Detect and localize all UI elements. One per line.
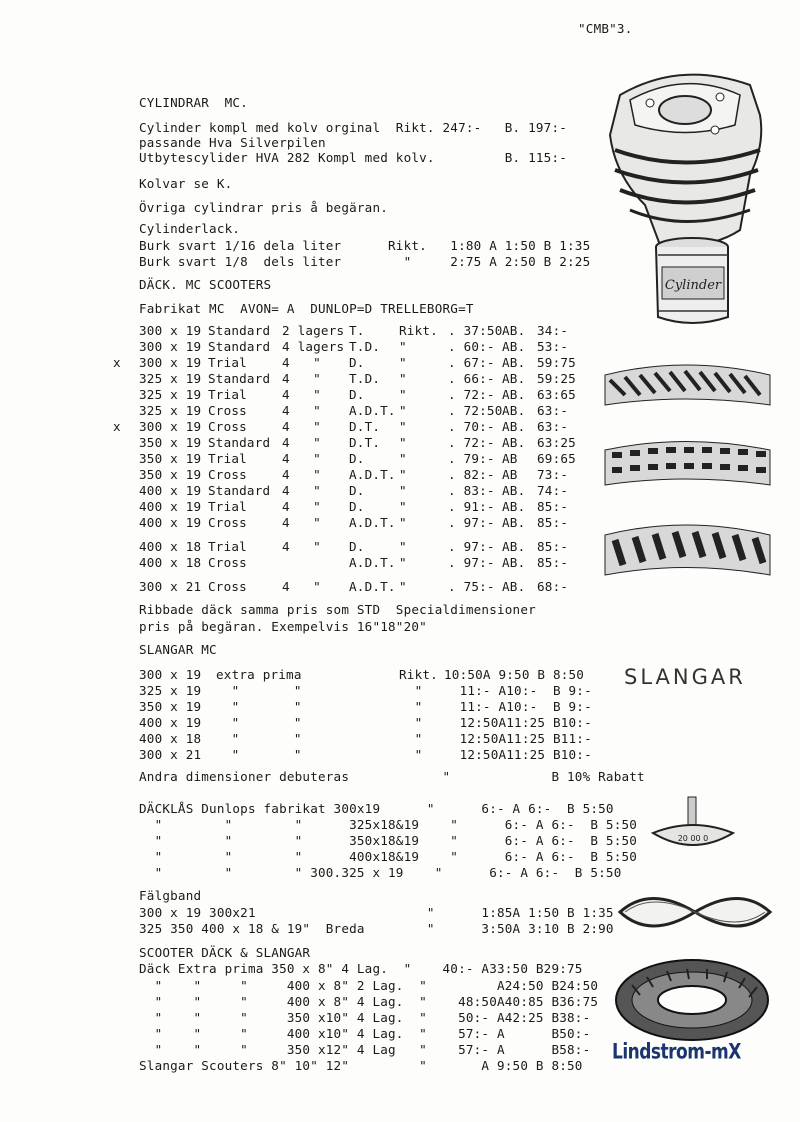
tyre-size-cell: 325 x 19	[139, 387, 202, 402]
tyre-ab-cell: AB.	[502, 403, 526, 418]
paint-can-illustration	[650, 235, 735, 330]
tyre-net-cell: 59:25	[537, 371, 576, 386]
scooter-row: " " " 400 x 8" 4 Lag. " 48:50A40:85 B36:75	[139, 994, 599, 1009]
tyre-brand-cell: D.	[349, 355, 365, 370]
tyre-brand-cell: D.T.	[349, 419, 381, 434]
tyre-price-cell: . 37:50	[448, 323, 503, 338]
tyre-ab-cell: AB.	[502, 339, 526, 354]
tyre-rikt-cell: "	[399, 515, 407, 530]
tyre-size-cell: 300 x 21	[139, 579, 202, 594]
tyre-price-cell: . 72:-	[448, 387, 495, 402]
tyre-price-cell: . 70:-	[448, 419, 495, 434]
tyre-lag-cell: 4 "	[282, 499, 321, 514]
tube-desc-cell: extra prima	[216, 667, 302, 682]
tyre-rikt-cell: "	[399, 555, 407, 570]
tyre-rikt-cell: "	[399, 419, 407, 434]
ovriga-note: Övriga cylindrar pris å begäran.	[139, 200, 389, 215]
rimtape-row: 325 350 400 x 18 & 19" Breda " 3:50A 3:10 B 2:90	[139, 921, 614, 936]
tube-price-cell: 11:- A10:- B 9:-	[444, 699, 592, 714]
tyre-brand-cell: T.	[349, 323, 365, 338]
tyre-lag-cell: 4 "	[282, 579, 321, 594]
tube-price-cell: 11:- A10:- B 9:-	[444, 683, 592, 698]
tyre-type-cell: Cross	[208, 555, 247, 570]
tyre-rikt-cell: "	[399, 539, 407, 554]
tyre-rikt-cell: "	[399, 403, 407, 418]
scooter-row: Slangar Scouters 8" 10" 12" " A 9:50 B 8:50	[139, 1058, 583, 1073]
tyre-price-cell: . 72:50	[448, 403, 503, 418]
tube-rikt-cell: Rikt.	[399, 667, 438, 682]
tube-size-cell: 300 x 19	[139, 667, 202, 682]
tyre-brand-cell: A.D.T.	[349, 555, 396, 570]
tyre-brand-cell: D.	[349, 499, 365, 514]
scooter-row: Däck Extra prima 350 x 8" 4 Lag. " 40:- A33:50 B29:75	[139, 961, 583, 976]
tube-desc-cell: " "	[216, 747, 302, 762]
tyre-brand-cell: D.	[349, 387, 365, 402]
tube-price-cell: 10:50A 9:50 B 8:50	[444, 667, 585, 682]
tyre-size-cell: 350 x 19	[139, 435, 202, 450]
tyre-type-cell: Cross	[208, 467, 247, 482]
tube-rikt-cell: "	[399, 699, 423, 714]
tyre-ab-cell: AB.	[502, 419, 526, 434]
lock-row: " " " 400x18&19 " 6:- A 6:- B 5:50	[139, 849, 638, 864]
tyre-price-cell: . 75:-	[448, 579, 495, 594]
tyre-rikt-cell: "	[399, 499, 407, 514]
tyre-ab-cell: AB.	[502, 323, 526, 338]
tyre-type-cell: Standard	[208, 323, 271, 338]
lack-line-2: Burk svart 1/8 dels liter " 2:75 A 2:50 B 2:25	[139, 254, 591, 269]
tyre-lag-cell: 4 "	[282, 515, 321, 530]
lack-title: Cylinderlack.	[139, 221, 241, 236]
cylinder-line-2: passande Hva Silverpilen	[139, 135, 326, 150]
tyre-lag-cell: 4 "	[282, 483, 321, 498]
lock-row: " " " 300.325 x 19 " 6:- A 6:- B 5:50	[139, 865, 622, 880]
tyre-lag-cell: 4 "	[282, 467, 321, 482]
tyre-size-cell: 400 x 19	[139, 515, 202, 530]
tyre-rikt-cell: "	[399, 483, 407, 498]
scooter-row: " " " 400 x 8" 2 Lag. " A24:50 B24:50	[139, 978, 599, 993]
tube-price-cell: 12:50A11:25 B10:-	[444, 715, 592, 730]
tyre-type-cell: Cross	[208, 419, 247, 434]
tyre-size-cell: 325 x 19	[139, 371, 202, 386]
tyre-price-cell: . 83:-	[448, 483, 495, 498]
tyre-lag-cell: 4 "	[282, 355, 321, 370]
cylinder-line-3: Utbytescylider HVA 282 Kompl med kolv. B. 115:-	[139, 150, 568, 165]
lock-row: " " " 325x18&19 " 6:- A 6:- B 5:50	[139, 817, 638, 832]
tyre-lag-cell: 2 lagers	[282, 323, 345, 338]
tyre-net-cell: 63:-	[537, 403, 569, 418]
tyre-ab-cell: AB.	[502, 387, 526, 402]
tyre-brand-cell: A.D.T.	[349, 515, 396, 530]
tyre-ab-cell: AB	[502, 467, 518, 482]
scooter-row: " " " 350 x12" 4 Lag " 57:- A B58:-	[139, 1042, 591, 1057]
tyre-rikt-cell: "	[399, 371, 407, 386]
tyre-ab-cell: AB.	[502, 579, 526, 594]
tyre-size-cell: 400 x 18	[139, 539, 202, 554]
scooter-row: " " " 350 x10" 4 Lag. " 50:- A42:25 B38:-	[139, 1010, 591, 1025]
tyre-net-cell: 68:-	[537, 579, 569, 594]
tube-size-cell: 400 x 18	[139, 731, 202, 746]
kolvar-note: Kolvar se K.	[139, 176, 233, 191]
tyre-net-cell: 53:-	[537, 339, 569, 354]
tyre-net-cell: 63:65	[537, 387, 576, 402]
tyre-ab-cell: AB.	[502, 555, 526, 570]
tyre-price-cell: . 66:-	[448, 371, 495, 386]
andra-dimensioner: Andra dimensioner debuteras " B 10% Rabatt	[139, 769, 645, 784]
tube-price-cell: 12:50A11:25 B10:-	[444, 747, 592, 762]
tyre-rikt-cell: "	[399, 579, 407, 594]
tyre-brand-cell: A.D.T.	[349, 467, 396, 482]
svg-text:20 00 0: 20 00 0	[677, 834, 709, 843]
tube-rikt-cell: "	[399, 731, 423, 746]
tyre-mark-cell: x	[113, 355, 121, 370]
tyre-type-cell: Trial	[208, 387, 247, 402]
tyre-ab-cell: AB.	[502, 483, 526, 498]
tyre-brand-cell: D.	[349, 451, 365, 466]
tyre-lag-cell: 4 "	[282, 451, 321, 466]
tyre-net-cell: 59:75	[537, 355, 576, 370]
tube-size-cell: 350 x 19	[139, 699, 202, 714]
tyre-net-cell: 63:25	[537, 435, 576, 450]
tyre-net-cell: 85:-	[537, 515, 569, 530]
tyre-size-cell: 400 x 18	[139, 555, 202, 570]
rimtape-row: 300 x 19 300x21 " 1:85A 1:50 B 1:35	[139, 905, 614, 920]
tyre-rikt-cell: "	[399, 387, 407, 402]
tyre-ab-cell: AB.	[502, 539, 526, 554]
tyres-title: DÄCK. MC SCOOTERS	[139, 277, 272, 292]
ribbade-line-1: Ribbade däck samma pris som STD Specialdimensioner	[139, 602, 536, 617]
tyre-type-cell: Trial	[208, 539, 247, 554]
tyre-price-cell: . 79:-	[448, 451, 495, 466]
tyre-type-cell: Cross	[208, 515, 247, 530]
tyre-net-cell: 85:-	[537, 555, 569, 570]
tyre-size-cell: 400 x 19	[139, 483, 202, 498]
tyre-lock-illustration	[648, 795, 738, 860]
tyre-type-cell: Standard	[208, 435, 271, 450]
fabrikat-legend: Fabrikat MC AVON= A DUNLOP=D TRELLEBORG=T	[139, 301, 474, 316]
tube-size-cell: 400 x 19	[139, 715, 202, 730]
tubes-title: SLANGAR MC	[139, 642, 217, 657]
slangar-heading-graphic: SLANGAR	[624, 665, 746, 689]
tube-desc-cell: " "	[216, 699, 302, 714]
tyre-net-cell: 85:-	[537, 499, 569, 514]
tyre-type-cell: Trial	[208, 355, 247, 370]
tyre-price-cell: . 91:-	[448, 499, 495, 514]
tyre-rikt-cell: "	[399, 467, 407, 482]
tyre-size-cell: 400 x 19	[139, 499, 202, 514]
cylinder-line-1: Cylinder kompl med kolv orginal Rikt. 247:- B. 197:-	[139, 120, 568, 135]
tyre-type-cell: Cross	[208, 403, 247, 418]
tyre-lag-cell: 4 "	[282, 403, 321, 418]
tube-desc-cell: " "	[216, 715, 302, 730]
scooter-row: " " " 400 x10" 4 Lag. " 57:- A B50:-	[139, 1026, 591, 1041]
tyre-price-cell: . 67:-	[448, 355, 495, 370]
lack-line-1: Burk svart 1/16 dela liter Rikt. 1:80 A 1:50 B 1:35	[139, 238, 591, 253]
tyre-ab-cell: AB.	[502, 355, 526, 370]
lock-row: " " " 350x18&19 " 6:- A 6:- B 5:50	[139, 833, 638, 848]
tyre-type-cell: Trial	[208, 451, 247, 466]
tyre-ab-cell: AB.	[502, 499, 526, 514]
tyre-mark-cell: x	[113, 419, 121, 434]
tyre-rikt-cell: "	[399, 355, 407, 370]
tyre-brand-cell: T.D.	[349, 371, 381, 386]
tyre-brand-cell: A.D.T.	[349, 579, 396, 594]
tyre-rikt-cell: Rikt.	[399, 323, 438, 338]
tyre-size-cell: 350 x 19	[139, 467, 202, 482]
svg-text:Cylinder: Cylinder	[664, 278, 722, 293]
tyre-size-cell: 300 x 19	[139, 355, 202, 370]
scooter-title: SCOOTER DÄCK & SLANGAR	[139, 945, 311, 960]
tyre-lag-cell: 4 "	[282, 539, 321, 554]
tyre-lag-cell: 4 "	[282, 387, 321, 402]
tube-size-cell: 300 x 21	[139, 747, 202, 762]
cylinder-illustration	[590, 55, 775, 255]
tyre-ab-cell: AB.	[502, 435, 526, 450]
tyre-price-cell: . 72:-	[448, 435, 495, 450]
tube-desc-cell: " "	[216, 683, 302, 698]
tyre-size-cell: 300 x 19	[139, 419, 202, 434]
tube-size-cell: 325 x 19	[139, 683, 202, 698]
rim-tape-illustration	[615, 880, 775, 945]
tyre-price-cell: . 60:-	[448, 339, 495, 354]
rimtape-title: Fälgband	[139, 888, 202, 903]
tyre-size-cell: 300 x 19	[139, 339, 202, 354]
tyre-price-cell: . 97:-	[448, 555, 495, 570]
ribbade-line-2: pris på begäran. Exempelvis 16"18"20"	[139, 619, 427, 634]
tyre-brand-cell: D.T.	[349, 435, 381, 450]
tyre-lag-cell: 4 "	[282, 371, 321, 386]
tyre-rikt-cell: "	[399, 451, 407, 466]
tube-price-cell: 12:50A11:25 B11:-	[444, 731, 592, 746]
tyre-net-cell: 85:-	[537, 539, 569, 554]
tyre-size-cell: 350 x 19	[139, 451, 202, 466]
tyre-brand-cell: T.D.	[349, 339, 381, 354]
tyre-lag-cell: 4 lagers	[282, 339, 345, 354]
tyre-price-cell: . 97:-	[448, 515, 495, 530]
page-reference: "CMB"3.	[578, 21, 633, 36]
scooter-tyre-illustration	[612, 955, 772, 1045]
tyre-ab-cell: AB	[502, 451, 518, 466]
tyre-lag-cell: 4 "	[282, 435, 321, 450]
tube-rikt-cell: "	[399, 683, 423, 698]
tyre-net-cell: 73:-	[537, 467, 569, 482]
cylinders-title: CYLINDRAR MC.	[139, 95, 248, 110]
tube-rikt-cell: "	[399, 715, 423, 730]
tyre-size-cell: 300 x 19	[139, 323, 202, 338]
tube-desc-cell: " "	[216, 731, 302, 746]
tyre-brand-cell: D.	[349, 483, 365, 498]
tyre-type-cell: Standard	[208, 339, 271, 354]
tyre-brand-cell: A.D.T.	[349, 403, 396, 418]
tyre-rikt-cell: "	[399, 435, 407, 450]
tyre-size-cell: 325 x 19	[139, 403, 202, 418]
tyre-lag-cell: 4 "	[282, 419, 321, 434]
tyre-price-cell: . 97:-	[448, 539, 495, 554]
tyre-brand-cell: D.	[349, 539, 365, 554]
tyre-price-cell: . 82:-	[448, 467, 495, 482]
tyre-net-cell: 63:-	[537, 419, 569, 434]
tyre-type-cell: Standard	[208, 483, 271, 498]
tyre-net-cell: 34:-	[537, 323, 569, 338]
tyre-rikt-cell: "	[399, 339, 407, 354]
tyre-ab-cell: AB.	[502, 371, 526, 386]
tube-rikt-cell: "	[399, 747, 423, 762]
tyre-tread-illustrations	[600, 355, 775, 590]
tyre-ab-cell: AB.	[502, 515, 526, 530]
tyre-type-cell: Trial	[208, 499, 247, 514]
tyre-type-cell: Standard	[208, 371, 271, 386]
tyre-net-cell: 69:65	[537, 451, 576, 466]
tyre-type-cell: Cross	[208, 579, 247, 594]
watermark-logo: Lindstrom-mX	[612, 1039, 741, 1065]
tyre-net-cell: 74:-	[537, 483, 569, 498]
lock-row: DÄCKLÅS Dunlops fabrikat 300x19 " 6:- A 6:- B 5:50	[139, 801, 614, 816]
